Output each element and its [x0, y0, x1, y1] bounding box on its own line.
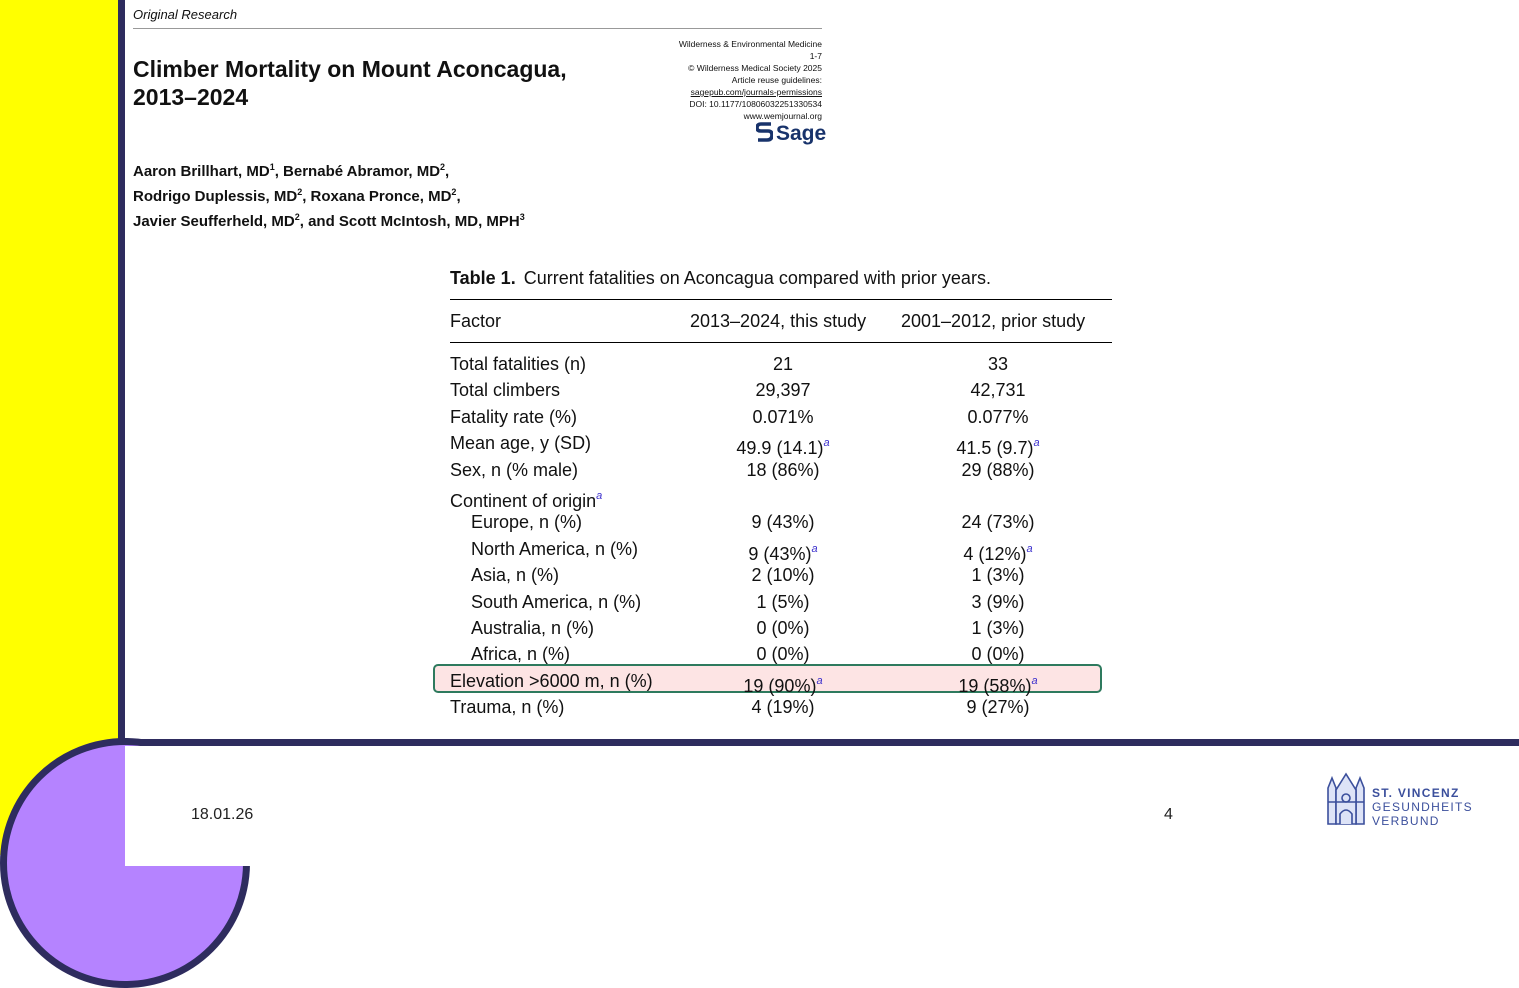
table-row: [450, 562, 1112, 588]
header-this-study: 2013–2024, this study: [690, 311, 867, 331]
author-name: Roxana Pronce, MD: [310, 188, 452, 205]
cell-prior-study: [905, 694, 1091, 720]
cell-factor-text: Continent of origin: [450, 491, 597, 511]
journal-website: www.wemjournal.org: [743, 111, 822, 121]
table-row: [450, 536, 1112, 562]
footnote-mark: a: [596, 490, 603, 502]
table-caption-text: Current fatalities on Aconcagua compared with prior years.: [523, 268, 991, 288]
cell-factor: [450, 694, 564, 720]
author-affiliation-mark: 2: [451, 187, 457, 197]
table-header-rule: [450, 342, 1112, 343]
cell-this-study-text: 21: [772, 354, 794, 374]
frame-vertical-line: [118, 0, 125, 855]
author-affiliation-mark: 3: [519, 212, 525, 222]
cell-factor: [450, 457, 578, 483]
cell-factor-text: Total climbers: [450, 380, 561, 401]
author-affiliation-mark: 2: [294, 212, 300, 222]
cell-factor-text: North America, n (%): [471, 538, 639, 559]
cell-factor: [471, 536, 638, 562]
logo-line-2: GESUNDHEITS: [1372, 800, 1473, 814]
cell-factor-text: Sex, n (% male): [450, 459, 579, 480]
journal-info: [679, 38, 822, 122]
cell-this-study-text: 18 (86%): [746, 459, 820, 480]
cell-this-study-text: 0.071%: [752, 406, 814, 427]
cell-prior-study-text: 0 (0%): [971, 644, 1025, 665]
table-row: [450, 430, 1112, 459]
sage-logo: [756, 121, 826, 146]
cell-factor-text: Elevation >6000 m, n (%): [450, 670, 653, 691]
cell-factor-text: Europe, n (%): [471, 512, 583, 533]
cell-this-study-text: 19 (90%): [743, 675, 817, 696]
author-affiliation-mark: 1: [269, 162, 275, 172]
footnote-mark: a: [1031, 674, 1038, 687]
article-type: Original Research: [133, 7, 238, 22]
cell-prior-study-text: 9 (27%): [966, 697, 1030, 718]
author-line: [133, 157, 525, 182]
cell-prior-study-text: 33: [987, 354, 1009, 374]
footnote-mark: a: [1026, 542, 1033, 555]
cell-factor: [450, 404, 577, 430]
table-row: [450, 483, 1112, 509]
cell-prior-study-text: 19 (58%): [958, 675, 1032, 696]
table-row: [450, 351, 1112, 377]
cell-this-study-text: 1 (5%): [756, 591, 810, 612]
cell-factor: [471, 562, 559, 588]
logo-line-3: VERBUND: [1372, 814, 1440, 828]
cell-prior-study-text: 1 (3%): [971, 565, 1025, 586]
author-list: [133, 157, 525, 232]
author-line: [133, 182, 525, 207]
cell-factor: [471, 589, 641, 615]
frame-horizontal-line: [118, 739, 1519, 746]
slide-page-number: 4: [1164, 806, 1173, 823]
footnote-mark: a: [816, 674, 823, 687]
article-title: [133, 55, 653, 111]
table-top-rule: [450, 299, 1112, 300]
cell-factor-text: Australia, n (%): [471, 618, 595, 638]
cell-prior-study: [905, 404, 1091, 430]
cell-prior-study: [905, 377, 1091, 403]
cell-factor: [450, 668, 653, 694]
cell-prior-study-text: 24 (73%): [961, 512, 1035, 533]
journal-reuse: Article reuse guidelines:: [731, 75, 822, 85]
cell-this-study-text: 9 (43%): [748, 543, 812, 564]
cell-factor: [450, 377, 560, 403]
journal-name: Wilderness & Environmental Medicine: [678, 39, 822, 49]
header-rule: [133, 28, 822, 29]
author-name: Scott McIntosh, MD, MPH: [338, 213, 520, 230]
cell-prior-study: [905, 615, 1091, 641]
cell-prior-study: [905, 641, 1091, 667]
cell-prior-study-text: 41.5 (9.7): [956, 438, 1034, 459]
cell-prior-study: [905, 351, 1091, 377]
cell-this-study: [688, 589, 878, 615]
author-separator: ,: [445, 163, 450, 180]
cell-this-study-text: 29,397: [755, 380, 811, 401]
author-name: Javier Seufferheld, MD: [133, 213, 295, 230]
journal-copyright: © Wilderness Medical Society 2025: [688, 63, 822, 73]
cell-this-study: [688, 351, 878, 377]
cell-this-study: [688, 404, 878, 430]
cell-factor-text: Africa, n (%): [471, 644, 571, 665]
cell-factor-text: South America, n (%): [471, 591, 642, 612]
author-name: Aaron Brillhart, MD: [133, 163, 270, 180]
cell-prior-study: [905, 457, 1091, 483]
cell-factor-text: Total fatalities (n): [450, 354, 587, 374]
table-label: Table 1.: [450, 268, 516, 288]
cell-this-study-text: 4 (19%): [751, 697, 815, 718]
cell-prior-study: [905, 509, 1091, 535]
cell-this-study: [688, 641, 878, 667]
cell-this-study: [688, 509, 878, 535]
table-row: [450, 641, 1112, 667]
table-row: [450, 377, 1112, 403]
slide-date: 18.01.26: [191, 806, 254, 823]
cell-this-study: [688, 562, 878, 588]
cell-this-study: [688, 377, 878, 403]
cell-prior-study-text: 42,731: [970, 380, 1026, 401]
author-separator: , and: [299, 213, 339, 230]
cell-this-study-text: 0 (0%): [756, 644, 810, 665]
cell-this-study: [688, 457, 878, 483]
cell-factor-text: Asia, n (%): [471, 565, 560, 586]
table-row: [450, 404, 1112, 430]
cell-factor: [471, 509, 582, 535]
cell-factor-text: Mean age, y (SD): [450, 433, 592, 454]
author-line: [133, 207, 525, 232]
cell-prior-study-text: 1 (3%): [971, 618, 1025, 638]
cell-factor: [450, 430, 591, 456]
cell-factor: [450, 351, 586, 377]
header-prior-study: 2001–2012, prior study: [901, 311, 1086, 331]
cell-this-study-text: 0 (0%): [756, 618, 810, 638]
cell-this-study-text: 49.9 (14.1): [736, 438, 824, 459]
header-factor: Factor: [450, 311, 502, 331]
journal-doi: DOI: 10.1177/10806032251330534: [689, 99, 822, 109]
cell-this-study: [688, 615, 878, 641]
cell-prior-study-text: 3 (9%): [971, 591, 1025, 612]
cell-prior-study-text: 29 (88%): [961, 459, 1035, 480]
cell-prior-study: [905, 589, 1091, 615]
table-row-highlighted: [450, 668, 1112, 694]
permissions-link[interactable]: sagepub.com/journals-permissions: [690, 87, 822, 97]
author-name: Bernabé Abramor, MD: [283, 163, 441, 180]
footnote-mark: a: [1033, 437, 1040, 450]
author-affiliation-mark: 2: [440, 162, 446, 172]
st-vincenz-logo-icon: [1326, 772, 1366, 826]
table-row: [450, 457, 1112, 483]
cell-prior-study: [905, 562, 1091, 588]
cell-this-study-text: 9 (43%): [751, 512, 815, 533]
cell-prior-study-text: 0.077%: [967, 406, 1029, 427]
cell-factor-text: Fatality rate (%): [450, 406, 578, 427]
author-separator: ,: [302, 188, 311, 205]
journal-pages: 1-7: [809, 51, 822, 61]
slide-side-bar: [0, 0, 118, 855]
author-separator: ,: [274, 163, 284, 180]
cell-factor: [471, 641, 570, 667]
sage-wordmark: Sage: [776, 122, 827, 145]
author-name: Rodrigo Duplessis, MD: [133, 188, 298, 205]
author-separator: ,: [456, 188, 461, 205]
title-line-1: Climber Mortality on Mount Aconcagua,: [133, 56, 567, 82]
sage-s-icon: [756, 121, 773, 143]
table-row: [450, 509, 1112, 535]
footnote-mark: a: [823, 437, 830, 450]
table-row: [450, 694, 1112, 720]
logo-line-1: ST. VINCENZ: [1372, 786, 1460, 800]
cell-this-study: [688, 694, 878, 720]
author-affiliation-mark: 2: [297, 187, 303, 197]
footnote-mark: a: [811, 542, 818, 555]
table-row: [450, 615, 1112, 641]
table-row: [450, 589, 1112, 615]
title-line-2: 2013–2024: [133, 84, 249, 110]
cell-this-study-text: 2 (10%): [751, 565, 815, 586]
cell-prior-study-text: 4 (12%): [963, 543, 1027, 564]
st-vincenz-logo-text: [1372, 786, 1473, 828]
table-caption: [450, 268, 991, 289]
cell-factor: [471, 615, 594, 641]
cell-factor-text: Trauma, n (%): [450, 697, 565, 718]
